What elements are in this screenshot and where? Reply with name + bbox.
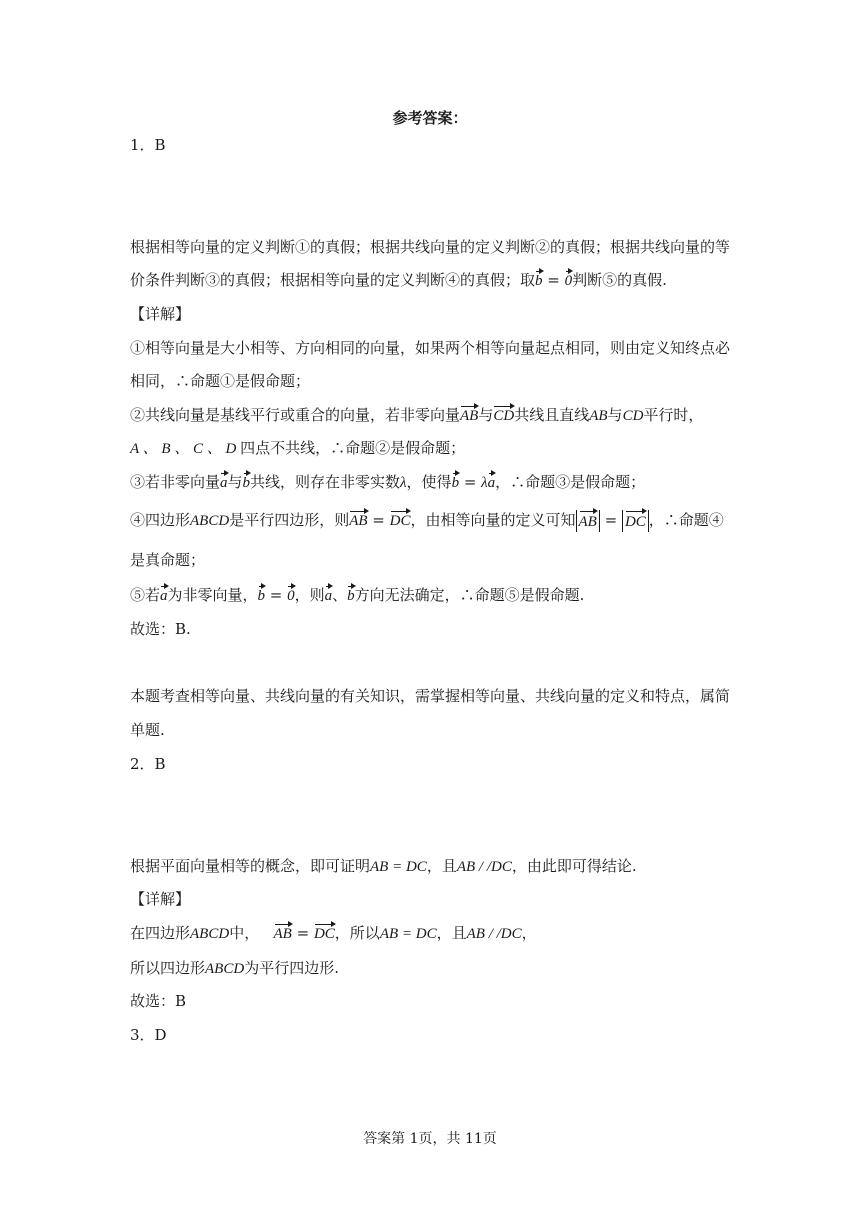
q1-choice: 故选：B. [130, 620, 191, 638]
q1-point2-line1: ②共线向量是基线平行或重合的向量，若非零向量AB与CD共线且直线AB与CD平行时， [130, 406, 704, 424]
q3-answer: 3．D [130, 1026, 167, 1044]
q1-point1-line1: ①相等向量是大小相等、方向相同的向量，如果两个相等向量起点相同，则由定义知终点必 [130, 339, 731, 357]
q1-analysis-line2: 价条件判断③的真假；根据相等向量的定义判断④的真假；取b = 0判断⑤的真假. [130, 271, 667, 289]
q1-answer: 1．B [130, 136, 166, 154]
q1-point1-line2: 相同，∴命题①是假命题； [130, 372, 311, 390]
q2-choice: 故选：B [130, 992, 187, 1010]
q1-summary-line1: 本题考查相等向量、共线向量的有关知识，需掌握相等向量、共线向量的定义和特点，属简 [130, 687, 731, 705]
page-title: 参考答案： [392, 109, 468, 127]
q2-detail-line2: 所以四边形ABCD为平行四边形. [130, 959, 339, 977]
q1-point4-line2: 是真命题； [130, 551, 206, 569]
q1-point4-line1: ④四边形ABCD是平行四边形，则AB = DC，由相等向量的定义可知 AB = DC ，∴命题④ [130, 510, 724, 532]
q1-summary-line2: 单题. [130, 721, 165, 739]
q1-detail-tag: 【详解】 [130, 305, 191, 323]
page-footer: 答案第 1页，共 11页 [363, 1131, 497, 1147]
q2-detail-tag: 【详解】 [130, 890, 191, 908]
q2-detail-line1: 在四边形ABCD中， AB = DC，所以AB = DC，且AB / /DC， [130, 924, 537, 942]
q1-point3: ③若非零向量a与b共线，则存在非零实数λ，使得b = λa，∴命题③是假命题； [130, 473, 646, 491]
q1-point2-line2: A 、 B 、 C 、 D 四点不共线，∴命题②是假命题； [130, 439, 466, 457]
q2-analysis: 根据平面向量相等的概念，即可证明AB = DC，且AB / /DC，由此即可得结论. [130, 857, 637, 875]
q1-analysis-line1: 根据相等向量的定义判断①的真假；根据共线向量的定义判断②的真假；根据共线向量的等 [130, 238, 731, 256]
q1-point5: ⑤若a为非零向量，b = 0，则a、b方向无法确定，∴命题⑤是假命题. [130, 586, 585, 604]
q2-answer: 2．B [130, 755, 166, 773]
